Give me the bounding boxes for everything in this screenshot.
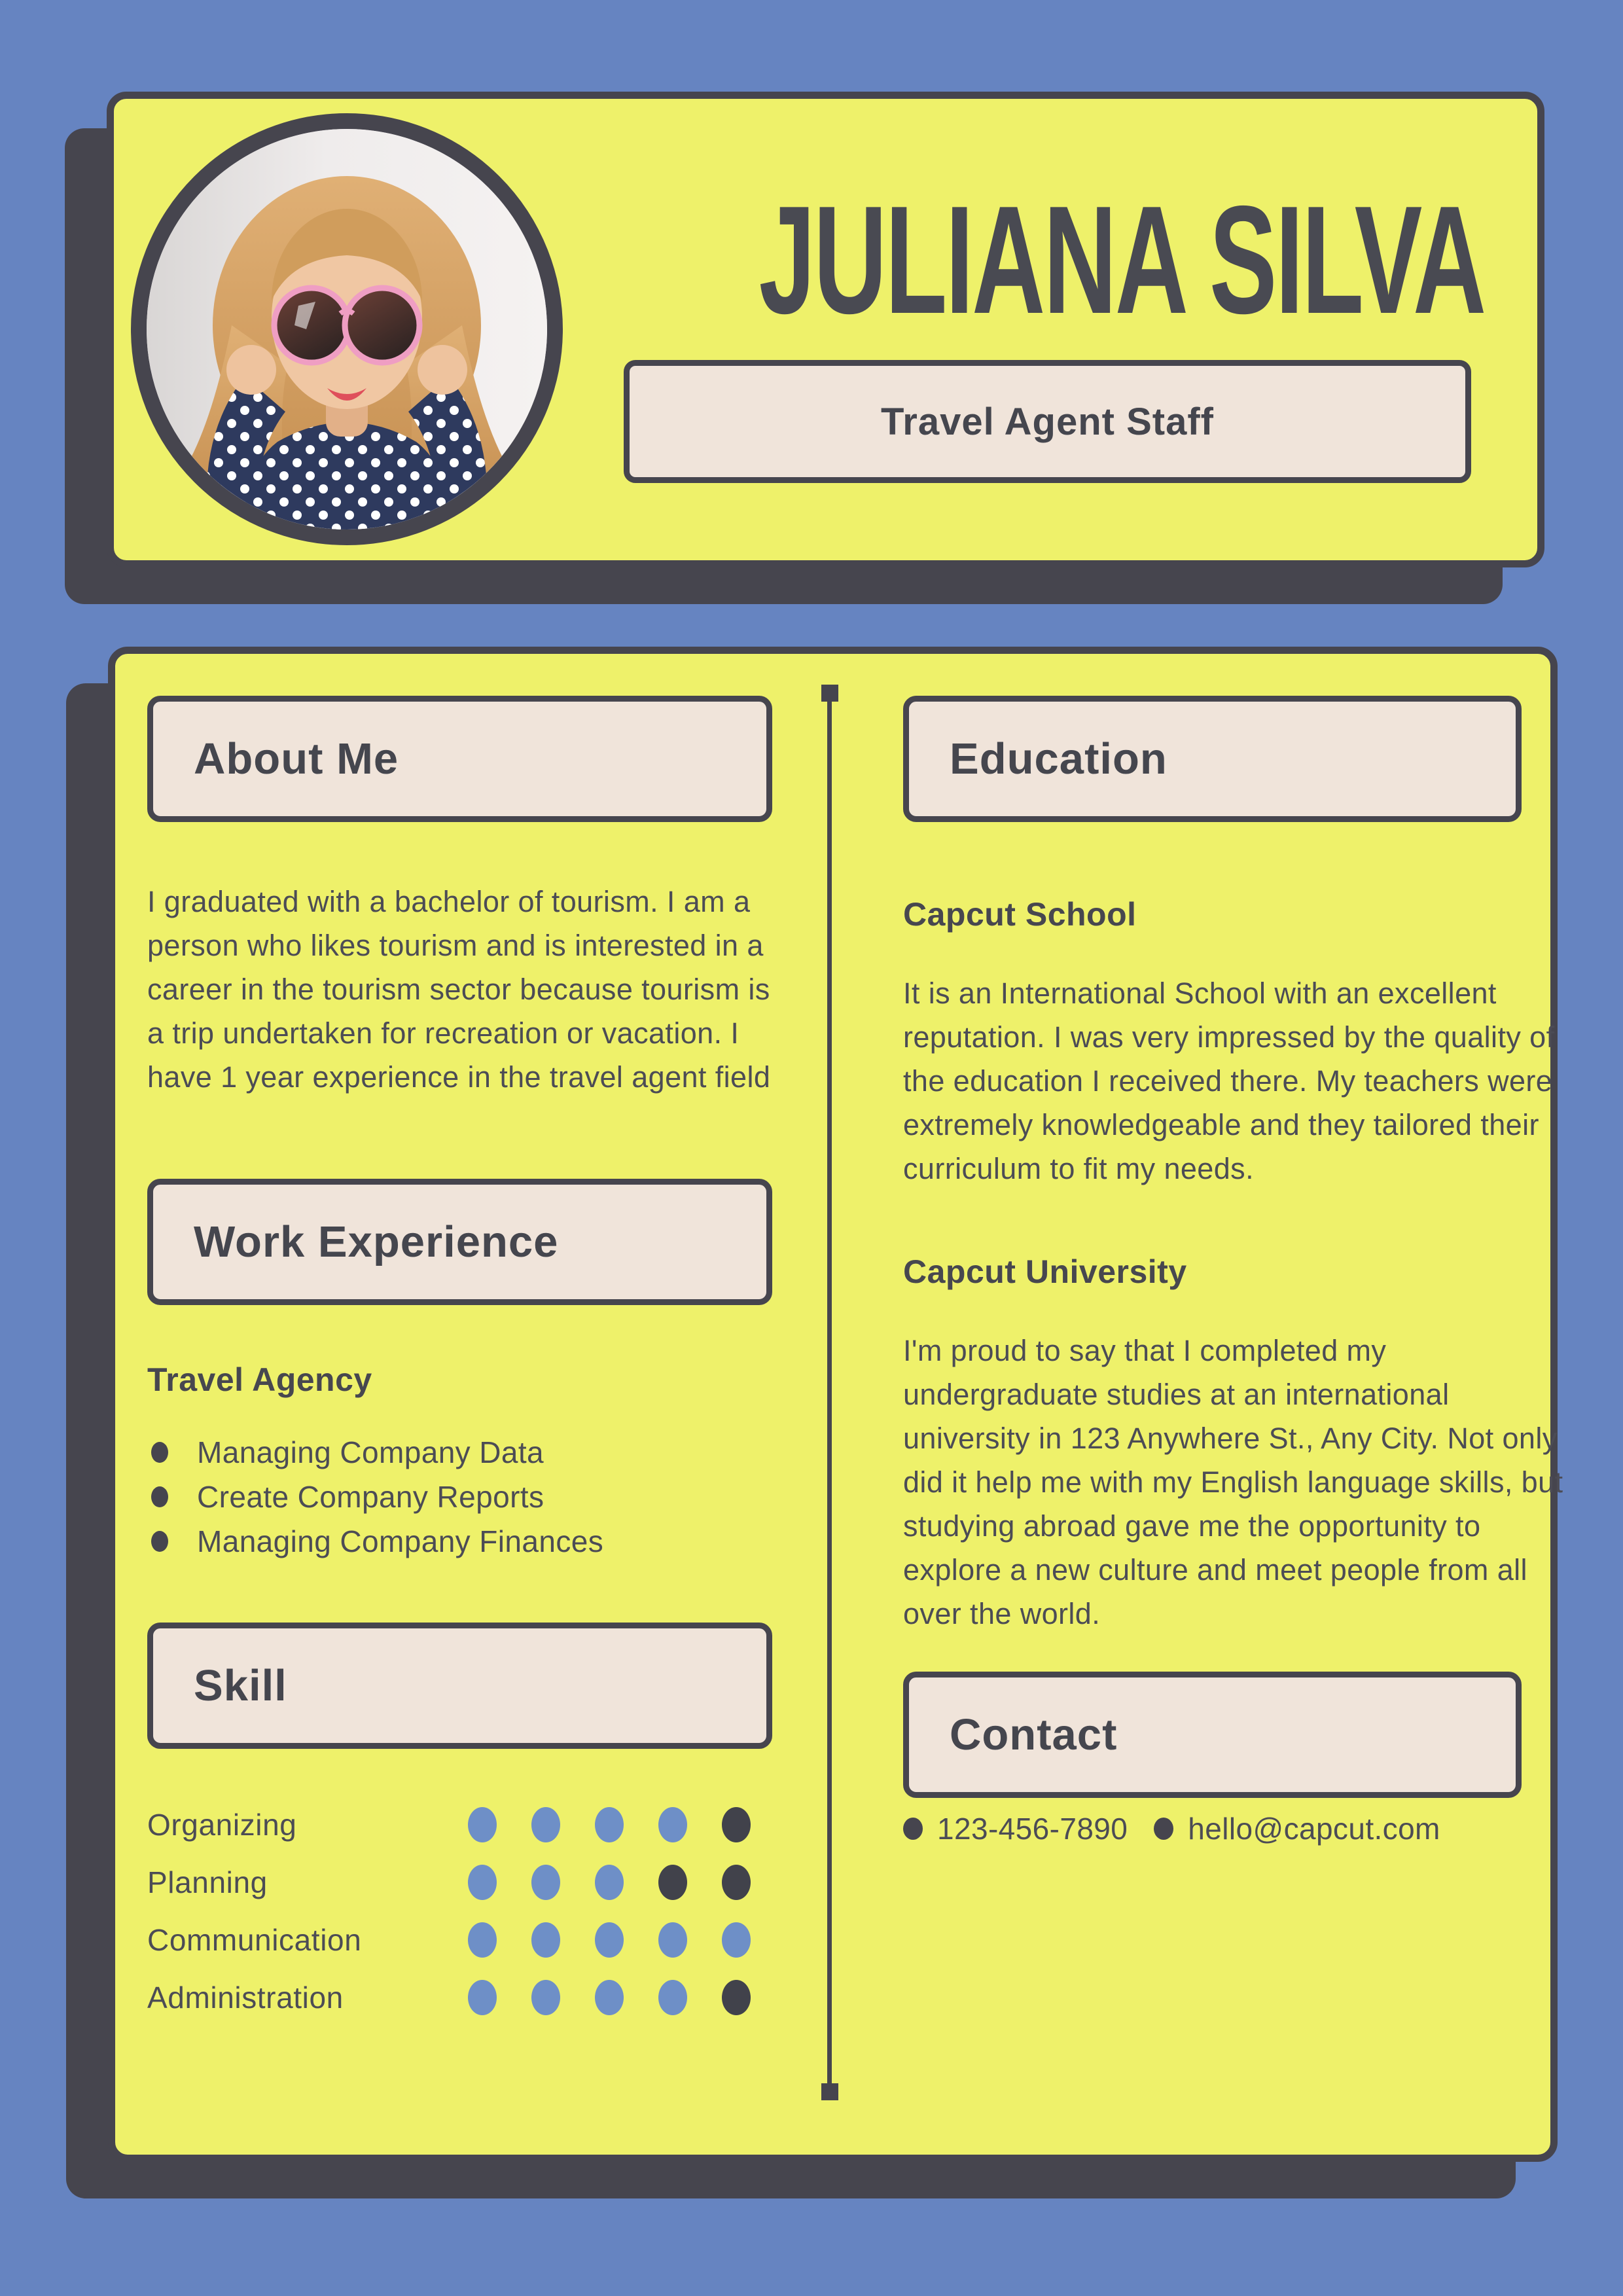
job-title: Travel Agent Staff (881, 400, 1214, 443)
skill-dot-icon (531, 1807, 560, 1842)
skill-label: Administration (147, 1981, 344, 2015)
skill-rating (468, 1865, 785, 1900)
about-me-heading: About Me (194, 734, 399, 783)
bullet-dot-icon (151, 1486, 168, 1507)
school-description: It is an International School with an excellent reputation. I was very impressed by the quality of the education I received there. My teachers were extremely knowledgeable and they tailored their curriculum to fit my needs. (903, 977, 1555, 1185)
skill-label: Communication (147, 1923, 362, 1957)
person-name: JULIANA SILVA (758, 173, 1485, 346)
column-divider (827, 687, 832, 2098)
skill-dot-icon (658, 1980, 687, 2015)
phone-number: 123-456-7890 (937, 1812, 1128, 1846)
contact-heading: Contact (950, 1710, 1118, 1759)
profile-photo-illustration (147, 129, 547, 529)
email-dot-icon (1154, 1818, 1173, 1840)
contact-line (903, 1811, 1564, 1846)
skill-row (147, 1911, 772, 1969)
skill-dot-icon (531, 1980, 560, 2015)
skill-dot-icon (468, 1807, 497, 1842)
skill-row (147, 1796, 772, 1854)
skill-dot-icon (531, 1922, 560, 1958)
skill-dot-icon (658, 1865, 687, 1900)
about-me-text: I graduated with a bachelor of tourism. I am a person who likes tourism and is interested in a career in the tourism sector because tourism is a trip undertaken for recreation or vacation. I have 1 year experience in the travel agent field (147, 885, 771, 1094)
skill-dot-icon (658, 1922, 687, 1958)
email-item (1154, 1811, 1440, 1846)
left-column (147, 696, 772, 2026)
skill-rating (468, 1807, 785, 1842)
skill-dot-icon (722, 1922, 751, 1958)
work-duty-label: Create Company Reports (197, 1480, 544, 1514)
job-title-box (624, 360, 1471, 483)
university-description: I'm proud to say that I completed my undergraduate studies at an international university in 123 Anywhere St., Any City. Not only did it help me with my English language skills, but studying abroad gave me the opportunity to explore a new culture and meet people from all over the world. (903, 1334, 1563, 1630)
header-card (107, 92, 1544, 567)
skill-dot-icon (595, 1922, 624, 1958)
education-heading-box (903, 696, 1522, 822)
skill-dot-icon (468, 1922, 497, 1958)
skill-dot-icon (531, 1865, 560, 1900)
university-name: Capcut University (903, 1253, 1187, 1290)
phone-dot-icon (903, 1818, 923, 1840)
skill-dot-icon (658, 1807, 687, 1842)
skill-rows (147, 1796, 772, 2026)
about-me-heading-box (147, 696, 772, 822)
work-experience-heading-box (147, 1179, 772, 1305)
school-name: Capcut School (903, 896, 1137, 933)
skill-dot-icon (722, 1807, 751, 1842)
education-heading: Education (950, 734, 1168, 783)
contact-heading-box (903, 1672, 1522, 1798)
skill-dot-icon (722, 1865, 751, 1900)
skill-rating (468, 1922, 785, 1958)
work-duty-label: Managing Company Data (197, 1435, 544, 1469)
skill-dot-icon (722, 1980, 751, 2015)
work-duty-list (147, 1430, 772, 1564)
bullet-dot-icon (151, 1531, 168, 1552)
bullet-dot-icon (151, 1442, 168, 1463)
skill-dot-icon (468, 1980, 497, 2015)
main-card (108, 647, 1563, 2162)
skill-heading-box (147, 1623, 772, 1749)
work-experience-heading: Work Experience (194, 1217, 559, 1266)
email-address: hello@capcut.com (1188, 1812, 1440, 1846)
right-column (903, 696, 1564, 1846)
skill-dot-icon (595, 1807, 624, 1842)
work-duty-label: Managing Company Finances (197, 1524, 604, 1558)
phone-item (903, 1811, 1128, 1846)
skill-dot-icon (468, 1865, 497, 1900)
skill-heading: Skill (194, 1661, 287, 1710)
skill-label: Planning (147, 1865, 268, 1899)
work-duty-item (147, 1430, 772, 1475)
skill-label: Organizing (147, 1808, 297, 1842)
skill-rating (468, 1980, 785, 2015)
skill-row (147, 1969, 772, 2026)
skill-row (147, 1854, 772, 1911)
work-duty-item (147, 1475, 772, 1519)
company-name: Travel Agency (147, 1361, 372, 1398)
work-duty-item (147, 1519, 772, 1564)
skill-dot-icon (595, 1980, 624, 2015)
profile-photo (131, 113, 563, 545)
skill-dot-icon (595, 1865, 624, 1900)
